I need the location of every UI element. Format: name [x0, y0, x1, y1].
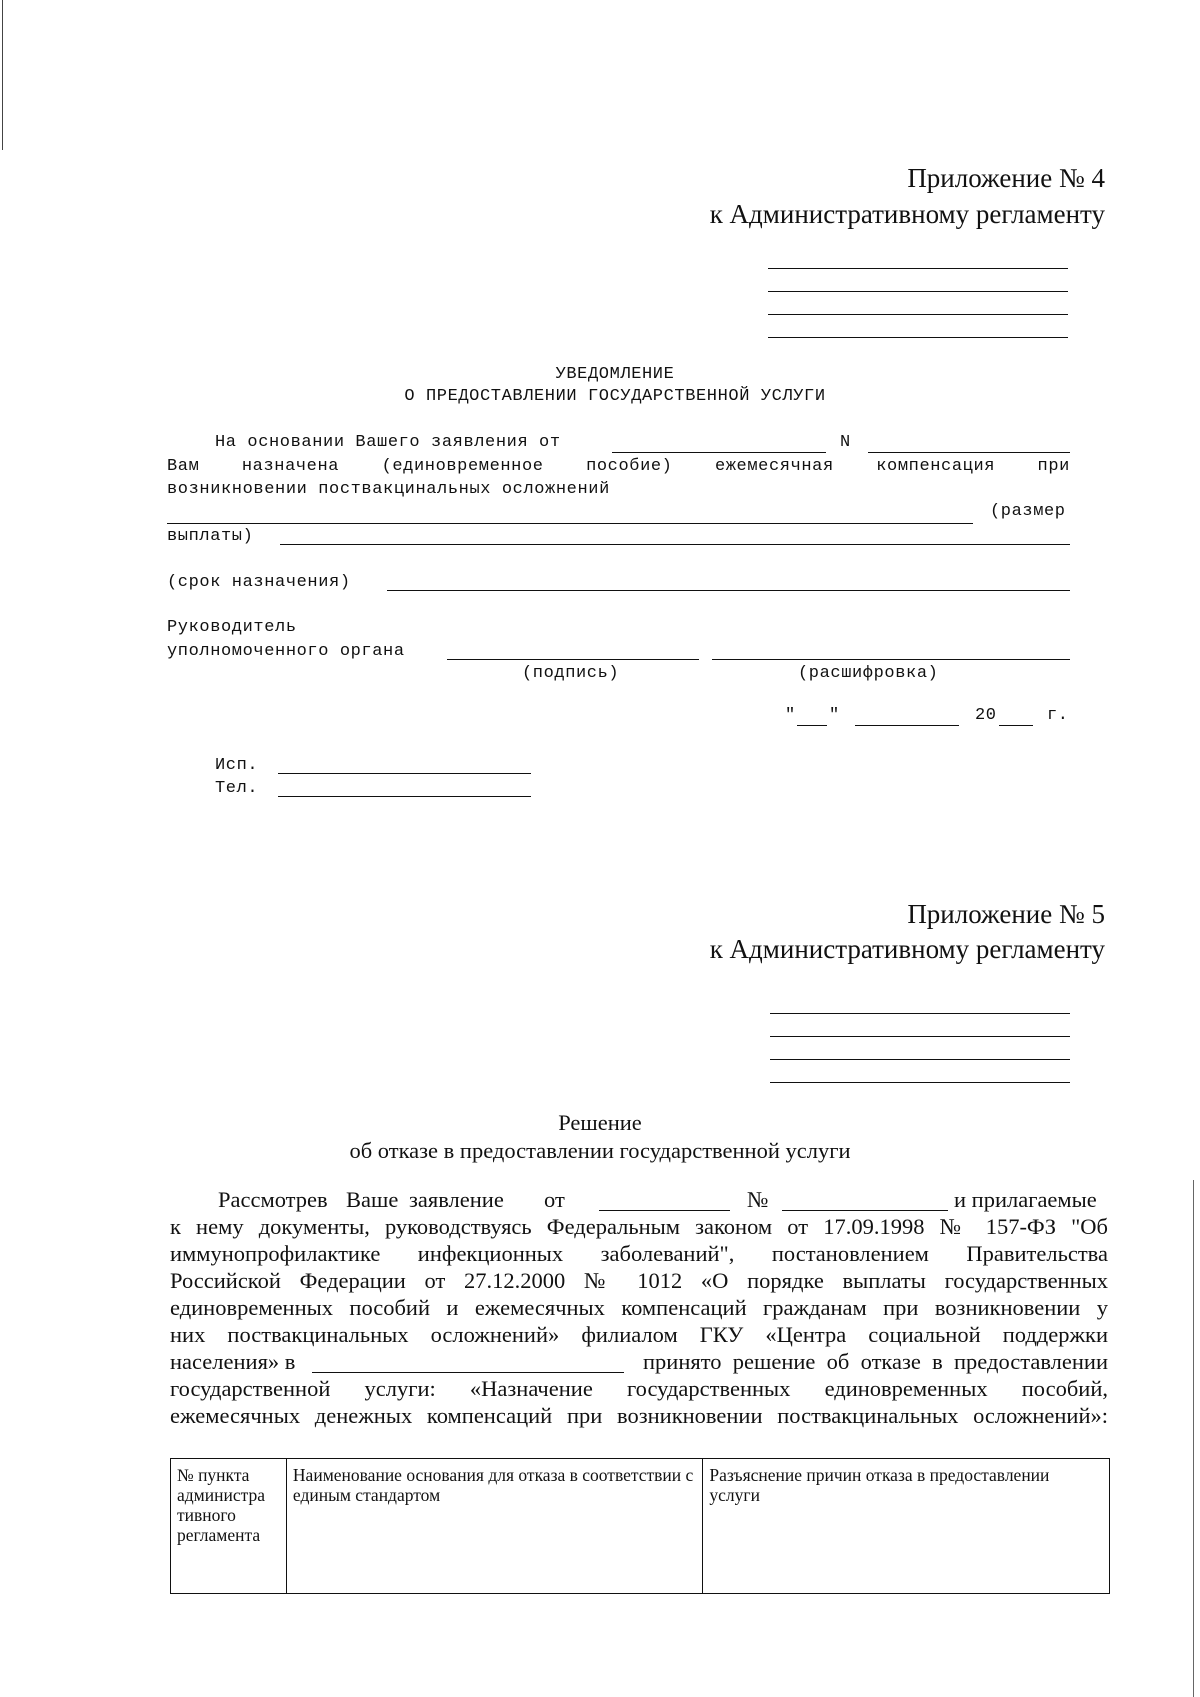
decision-line7-a: населения» в	[170, 1349, 296, 1374]
decision-line1-a: Рассмотрев	[218, 1187, 328, 1212]
decision-line1-b: Ваше	[346, 1187, 399, 1212]
head-label-1: Руководитель	[167, 618, 297, 637]
recipient-line-6	[770, 1036, 1070, 1037]
signature-line	[447, 659, 699, 660]
decision-line1-c: заявление	[409, 1187, 504, 1212]
complications-text: возникновении поствакцинальных осложнений	[167, 480, 610, 499]
assigned-word: пособие)	[586, 457, 673, 476]
notice-title: УВЕДОМЛЕНИЕ	[555, 365, 675, 384]
executor-line	[278, 773, 531, 774]
payment-size-line	[280, 544, 1070, 545]
scan-edge-left	[2, 0, 3, 150]
decryption-caption: (расшифровка)	[798, 664, 939, 683]
assignment-detail-line	[167, 523, 973, 524]
notice-subtitle: О ПРЕДОСТАВЛЕНИИ ГОСУДАРСТВЕННОЙ УСЛУГИ	[404, 387, 826, 406]
decryption-line	[712, 659, 1070, 660]
table-header-article: № пункта администра тивного регламента	[171, 1459, 287, 1594]
decision-line9: ежемесячных денежных компенсаций при возникновении поствакцинальных осложнений»:	[170, 1403, 1108, 1428]
decision-line1-d: от	[544, 1187, 565, 1212]
recipient-line-4	[768, 337, 1068, 338]
date-day-line	[797, 725, 827, 726]
decision-line8: государственной услуги: «Назначение государственных единовременных пособий,	[170, 1376, 1108, 1401]
appendix-4-title: Приложение № 4	[907, 163, 1105, 193]
decision-subtitle: об отказе в предоставлении государственной услуги	[349, 1138, 851, 1163]
decision-title: Решение	[558, 1110, 642, 1135]
table-header-reason: Разъяснение причин отказа в предоставлении услуги	[703, 1459, 1110, 1594]
size-label: (размер	[990, 502, 1066, 521]
phone-line	[278, 796, 531, 797]
payment-label: выплаты)	[167, 527, 254, 546]
notice-basis-text: На основании Вашего заявления от	[215, 433, 561, 452]
term-label: (срок назначения)	[167, 573, 351, 592]
decision-line6: них поствакцинальных осложнений» филиалом ГКУ «Центра социальной поддержки	[170, 1322, 1108, 1347]
date-quote-close: "	[829, 706, 840, 725]
assigned-word: ежемесячная	[714, 457, 834, 476]
decision-number-line	[782, 1210, 948, 1211]
recipient-line-8	[770, 1082, 1070, 1083]
application-number-line	[868, 452, 1070, 453]
recipient-line-3	[768, 314, 1068, 315]
date-year-line	[999, 725, 1033, 726]
date-year-prefix: 20	[975, 706, 997, 725]
assigned-word: при	[1037, 457, 1070, 476]
recipient-line-5	[770, 1013, 1070, 1014]
head-label-2: уполномоченного органа	[167, 642, 405, 661]
application-date-line	[612, 452, 826, 453]
recipient-line-2	[768, 291, 1068, 292]
signature-caption: (подпись)	[522, 664, 620, 683]
decision-line3: иммунопрофилактике инфекционных заболеваний", постановлением Правительства	[170, 1241, 1108, 1266]
refusal-table	[170, 1458, 1110, 1594]
assigned-word: назначена	[241, 457, 340, 476]
appendix-4-subtitle: к Административному регламенту	[709, 199, 1105, 229]
assigned-word: (единовременное	[381, 457, 544, 476]
decision-line2: к нему документы, руководствуясь Федеральным законом от 17.09.1998 № 157-ФЗ "Об	[170, 1214, 1108, 1239]
table-header-ground: Наименование основания для отказа в соответствии с единым стандартом	[286, 1459, 702, 1594]
assigned-word: Вам	[167, 457, 200, 476]
table-row	[171, 1459, 1110, 1594]
decision-line7-b: принято решение об отказе в предоставлении	[643, 1349, 1108, 1374]
date-year-suffix: г.	[1047, 706, 1069, 725]
assigned-word: компенсация	[876, 457, 996, 476]
phone-label: Тел.	[215, 779, 259, 798]
recipient-line-1	[768, 268, 1068, 269]
appendix-5-title: Приложение № 5	[907, 899, 1105, 929]
appendix-5-subtitle: к Административному регламенту	[709, 934, 1105, 964]
term-line	[387, 590, 1070, 591]
date-quote-open: "	[785, 706, 796, 725]
decision-number-sign: №	[747, 1187, 769, 1212]
decision-line4: Российской Федерации от 27.12.2000 № 1012 «О порядке выплаты государственных	[170, 1268, 1108, 1293]
decision-date-line	[599, 1210, 730, 1211]
recipient-line-7	[770, 1059, 1070, 1060]
decision-line1-f: и прилагаемые	[954, 1187, 1097, 1212]
decision-branch-line	[312, 1372, 624, 1373]
decision-line5: единовременных пособий и ежемесячных компенсаций гражданам при возникновении у	[170, 1295, 1108, 1320]
scan-edge-right	[1193, 1180, 1194, 1697]
executor-label: Исп.	[215, 756, 259, 775]
date-month-line	[855, 725, 959, 726]
number-sign: N	[840, 433, 851, 452]
assigned-line	[167, 457, 1070, 476]
